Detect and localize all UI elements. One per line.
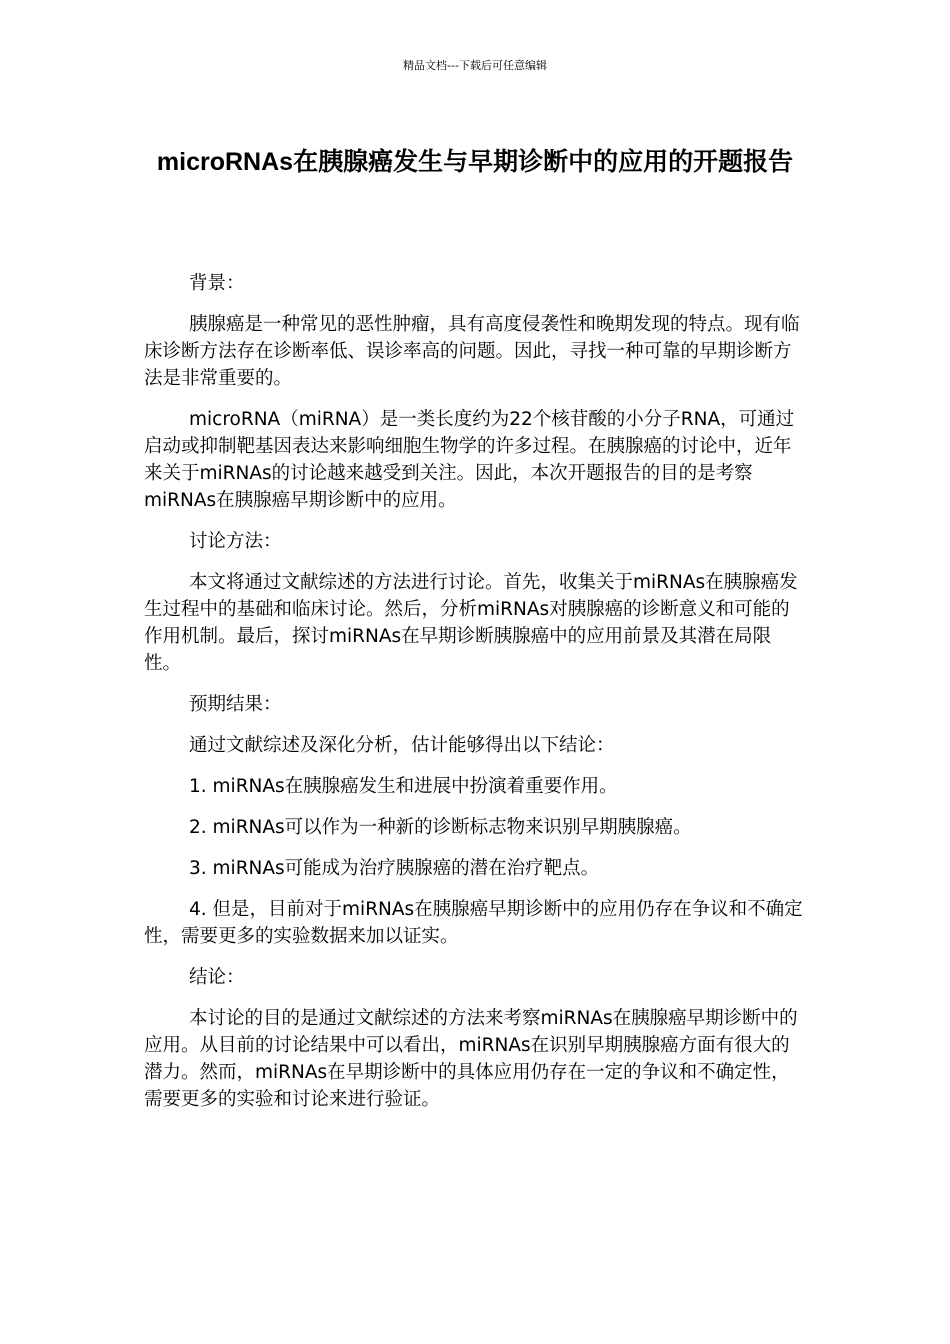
document-body: [144, 270, 806, 1127]
paragraph: 本讨论的目的是通过文献综述的方法来考察miRNAs在胰腺癌早期诊断中的应用。从目前的讨论结果中可以看出，miRNAs在识别早期胰腺癌方面有很大的潜力。然而，miRNAs在早期诊断中的具体应用仍存在一定的争议和不确定性，需要更多的实验和讨论来进行验证。: [144, 1008, 798, 1110]
section-heading-conclusion: 结论：: [189, 967, 245, 988]
list-item: 1. miRNAs在胰腺癌发生和进展中扮演着重要作用。: [189, 776, 618, 797]
page-header: 精品文档---下载后可任意编辑: [403, 59, 547, 72]
list-item: 3. miRNAs可能成为治疗胰腺癌的潜在治疗靶点。: [189, 858, 600, 879]
section-heading-expected-results: 预期结果：: [189, 694, 282, 715]
list-item: 4. 但是，目前对于miRNAs在胰腺癌早期诊断中的应用仍存在争议和不确定性，需要更多的实验数据来加以证实。: [144, 899, 803, 947]
paragraph: 通过文献综述及深化分析，估计能够得出以下结论：: [189, 735, 615, 756]
document-title: microRNAs在胰腺癌发生与早期诊断中的应用的开题报告: [156, 148, 794, 176]
paragraph: 本文将通过文献综述的方法进行讨论。首先，收集关于miRNAs在胰腺癌发生过程中的基础和临床讨论。然后，分析miRNAs对胰腺癌的诊断意义和可能的作用机制。最后，探讨miRNAs在早期诊断胰腺癌中的应用前景及其潜在局限性。: [144, 572, 798, 674]
section-heading-background: 背景：: [189, 273, 245, 294]
paragraph: 胰腺癌是一种常见的恶性肿瘤，具有高度侵袭性和晚期发现的特点。现有临床诊断方法存在诊断率低、误诊率高的问题。因此，寻找一种可靠的早期诊断方法是非常重要的。: [144, 314, 800, 389]
section-heading-methods: 讨论方法：: [189, 531, 282, 552]
paragraph: microRNA（miRNA）是一类长度约为22个核苷酸的小分子RNA，可通过启动或抑制靶基因表达来影响细胞生物学的许多过程。在胰腺癌的讨论中，近年来关于miRNAs的讨论越来越受到关注。因此，本次开题报告的目的是考察miRNAs在胰腺癌早期诊断中的应用。: [144, 409, 795, 511]
list-item: 2. miRNAs可以作为一种新的诊断标志物来识别早期胰腺癌。: [189, 817, 692, 838]
